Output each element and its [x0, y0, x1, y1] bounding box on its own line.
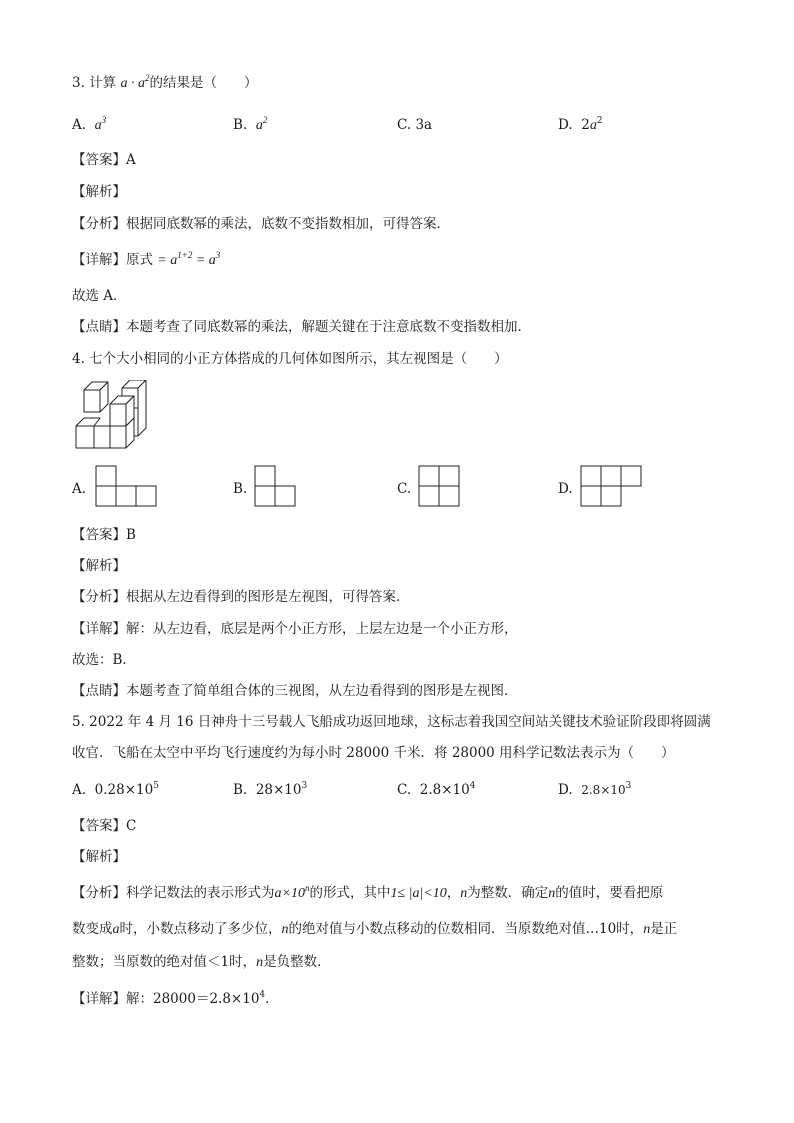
q5-xiangjie [72, 990, 279, 1008]
xiangjie-tag: 【详解】 [72, 252, 126, 268]
answer-value: A [126, 152, 136, 168]
q5-var-n: n [256, 955, 264, 970]
q3-option-d[interactable] [558, 116, 603, 135]
q3-dianjing [72, 318, 531, 336]
fenxi-text: 科学记数法的表示形式为 [126, 885, 275, 901]
q3-option-c[interactable] [397, 116, 432, 134]
q4-option-a-figure[interactable] [95, 465, 159, 509]
fenxi-text: 是正 [650, 921, 678, 937]
fenxi-text: 根据从左边看得到的图形是左视图，可得答案． [126, 589, 410, 605]
q5-fenxi-line3 [72, 953, 331, 972]
fenxi-text: 整数；当原数的绝对值＜1时， [72, 954, 257, 970]
q5-answer [72, 817, 136, 835]
dianjing-text: 本题考查了简单组合体的三视图，从左边看得到的图形是左视图． [126, 683, 518, 699]
q5-var-n: n [460, 886, 468, 901]
q3-xiangjie [72, 251, 220, 270]
q4-analysis-heading: 【解析】 [72, 558, 126, 574]
q4-dianjing [72, 682, 518, 700]
q3-option-d-value: $2a^2$ [581, 116, 603, 133]
xiangjie-prefix: 原式 [126, 252, 153, 268]
q3-option-a[interactable] [72, 116, 106, 135]
q5-option-a-value: $0.28\times 10^5$ [94, 781, 159, 798]
q5-option-c-label: C. [397, 782, 412, 798]
q5-option-a-label: A. [72, 782, 87, 798]
fenxi-tag: 【分析】 [72, 216, 126, 232]
q5-option-c[interactable] [397, 781, 475, 799]
q4-option-d-label[interactable]: D. [558, 481, 573, 497]
q3-expression: $a \cdot a^2$ [120, 73, 150, 91]
q3-option-b-value: $a^2$ [255, 115, 268, 133]
fenxi-text: 是负整数． [263, 954, 331, 970]
dianjing-text: 本题考查了同底数幂的乘法，解题关键在于注意底数不变指数相加． [126, 319, 531, 335]
answer-tag: 【答案】 [72, 818, 126, 834]
q3-option-d-label: D. [558, 117, 573, 133]
q5-var-n: n [548, 886, 556, 901]
xiangjie-text: 解：28000＝2.8×10 [126, 991, 260, 1007]
q3-option-a-value: $a^3$ [94, 115, 107, 133]
q4-stem: 4. 七个大小相同的小正方体搭成的几何体如图所示，其左视图是（ ） [72, 351, 508, 367]
q4-option-c-label[interactable]: C. [397, 481, 412, 497]
fenxi-text: 的绝对值与小数点移动的位数相同．当原数绝对值…10时， [288, 921, 644, 937]
dianjing-tag: 【点睛】 [72, 683, 126, 699]
q5-stem-line2: 收官．飞船在太空中平均飞行速度约为每小时 28000 千米．将 28000 用科学记数法表示为（ ） [72, 745, 675, 761]
q3-option-c-label: C. [397, 117, 412, 133]
q5-var-n: n [643, 922, 651, 937]
q3-stem [72, 74, 257, 93]
answer-tag: 【答案】 [72, 152, 126, 168]
q5-option-b-value: $28\times 10^3$ [255, 781, 308, 798]
q5-option-b[interactable] [233, 781, 307, 799]
answer-tag: 【答案】 [72, 527, 126, 543]
xiangjie-end: ． [265, 991, 279, 1007]
q3-choose: 故选 A． [72, 288, 127, 304]
q5-stem-line1: 5. 2022 年 4 月 16 日神舟十三号载人飞船成功返回地球，这标志着我国空间站关键技术验证阶段即将圆满 [72, 714, 711, 730]
fenxi-text: 的值时，要看把原 [555, 885, 664, 901]
q5-option-a[interactable] [72, 781, 159, 799]
fenxi-text: ， [446, 885, 461, 901]
q4-option-b-label[interactable]: B. [233, 481, 248, 497]
fenxi-text: 时，小数点移动了多少位， [119, 921, 282, 937]
q3-answer [72, 151, 136, 169]
xiangjie-tag: 【详解】 [72, 991, 126, 1007]
q5-option-d-label: D. [558, 782, 573, 798]
q4-option-b-figure[interactable] [254, 465, 298, 509]
fenxi-text: 根据同底数幂的乘法，底数不变指数相加，可得答案． [126, 216, 450, 232]
q5-option-c-value: $2.8\times 10^4$ [419, 781, 476, 798]
q4-xiangjie [72, 620, 518, 638]
q3-xiangjie-formula: = $a^{1+2} = a^3$ [157, 250, 221, 268]
q5-analysis-heading: 【解析】 [72, 849, 126, 865]
q4-choose: 故选：B． [72, 652, 136, 668]
q3-option-c-value: 3a [415, 117, 433, 133]
q4-option-a-label[interactable]: A. [72, 481, 87, 497]
q3-option-b[interactable] [233, 116, 267, 135]
q5-range-condition: 1≤ |a|<10 [390, 886, 447, 901]
q5-var-n: n [281, 922, 289, 937]
fenxi-text: 数变成 [72, 921, 113, 937]
q5-sci-form: $a\times 10^n$ [274, 883, 310, 901]
q3-option-a-label: A. [72, 117, 87, 133]
xiangjie-tag: 【详解】 [72, 621, 126, 637]
q3-analysis-heading: 【解析】 [72, 184, 126, 200]
q5-var-a: a [112, 922, 120, 937]
q3-option-b-label: B. [233, 117, 248, 133]
q5-fenxi-line2 [72, 920, 677, 939]
xiangjie-exponent: 4 [259, 990, 266, 1000]
q4-option-c-figure[interactable] [418, 465, 462, 509]
q4-option-d-figure[interactable] [580, 465, 646, 509]
q5-option-d-value: $2.8\times 10^3$ [581, 781, 632, 797]
answer-value: B [126, 527, 136, 543]
fenxi-text: 的形式，其中 [309, 885, 391, 901]
answer-value: C [126, 818, 137, 834]
q5-option-d[interactable] [558, 781, 631, 799]
q4-cube-figure [70, 380, 160, 452]
fenxi-tag: 【分析】 [72, 885, 126, 901]
q4-answer [72, 526, 136, 544]
q3-stem-suffix: 的结果是（ ） [149, 75, 258, 91]
q5-fenxi-line1 [72, 884, 663, 903]
dianjing-tag: 【点睛】 [72, 319, 126, 335]
q5-option-b-label: B. [233, 782, 248, 798]
q3-stem-prefix: 3. 计算 [72, 75, 117, 91]
q4-fenxi [72, 588, 410, 606]
fenxi-text: 为整数．确定 [467, 885, 549, 901]
q3-fenxi [72, 215, 450, 233]
fenxi-tag: 【分析】 [72, 589, 126, 605]
xiangjie-text: 解：从左边看，底层是两个小正方形，上层左边是一个小正方形， [126, 621, 518, 637]
